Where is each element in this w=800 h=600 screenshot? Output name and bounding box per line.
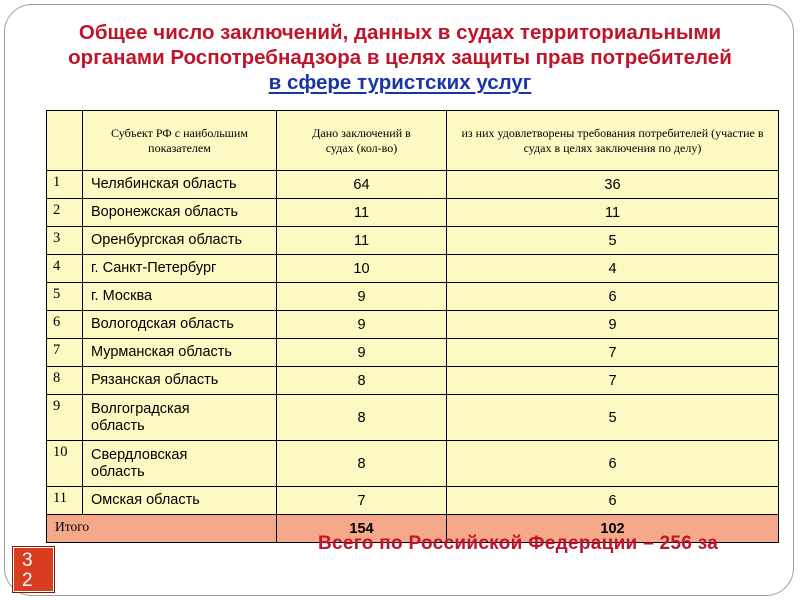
header-satisfied: из них удовлетворены требования потребителей (участие в судах в целях заключения по делу) (447, 111, 779, 171)
row-region: Воронежская область (83, 199, 277, 227)
table-row (47, 487, 779, 515)
row-given: 8 (277, 441, 447, 487)
row-region: Вологодская область (83, 311, 277, 339)
row-satisfied: 9 (447, 311, 779, 339)
row-number: 11 (47, 487, 83, 515)
table-row (47, 255, 779, 283)
title-line-2: органами Роспотребнадзора в целях защиты прав потребителей (68, 46, 732, 69)
title-line-1: Общее число заключений, данных в судах территориальными (78, 21, 722, 44)
row-region: Волгоградская область (83, 395, 277, 441)
header-region: Субъект РФ с наибольшим показателем (83, 111, 277, 171)
table-row (47, 283, 779, 311)
table-row (47, 171, 779, 199)
slide-title (20, 20, 780, 95)
row-given: 11 (277, 227, 447, 255)
total-given: 154 (277, 515, 447, 543)
row-number: 2 (47, 199, 83, 227)
row-satisfied: 7 (447, 339, 779, 367)
footer-total-russia: Всего по Российской Федерации – 256 за (318, 533, 719, 554)
table-row (47, 395, 779, 441)
row-satisfied: 6 (447, 487, 779, 515)
table-row (47, 441, 779, 487)
table-row (47, 367, 779, 395)
row-given: 9 (277, 339, 447, 367)
row-region: Мурманская область (83, 339, 277, 367)
page-number-badge: 32 (13, 547, 54, 592)
row-number: 9 (47, 395, 83, 441)
header-num (47, 111, 83, 171)
row-number: 10 (47, 441, 83, 487)
table-header-row (47, 111, 779, 171)
row-region: Рязанская область (83, 367, 277, 395)
row-given: 8 (277, 367, 447, 395)
total-satisfied: 102 (447, 515, 779, 543)
row-region: Челябинская область (83, 171, 277, 199)
row-given: 11 (277, 199, 447, 227)
row-region: г. Москва (83, 283, 277, 311)
row-satisfied: 5 (447, 227, 779, 255)
row-number: 3 (47, 227, 83, 255)
row-satisfied: 36 (447, 171, 779, 199)
row-given: 9 (277, 283, 447, 311)
row-number: 6 (47, 311, 83, 339)
row-number: 5 (47, 283, 83, 311)
row-given: 64 (277, 171, 447, 199)
total-label: Итого (47, 515, 277, 543)
row-satisfied: 4 (447, 255, 779, 283)
row-number: 1 (47, 171, 83, 199)
table-row (47, 311, 779, 339)
table-row (47, 227, 779, 255)
row-given: 8 (277, 395, 447, 441)
table-row (47, 199, 779, 227)
table-row (47, 339, 779, 367)
row-satisfied: 6 (447, 283, 779, 311)
row-number: 4 (47, 255, 83, 283)
data-table (46, 110, 779, 543)
header-given: Дано заключений в судах (кол-во) (277, 111, 447, 171)
row-number: 8 (47, 367, 83, 395)
row-region: Омская область (83, 487, 277, 515)
row-region: Свердловская область (83, 441, 277, 487)
row-given: 9 (277, 311, 447, 339)
row-region: г. Санкт-Петербург (83, 255, 277, 283)
row-given: 10 (277, 255, 447, 283)
row-satisfied: 11 (447, 199, 779, 227)
row-satisfied: 6 (447, 441, 779, 487)
row-given: 7 (277, 487, 447, 515)
row-satisfied: 5 (447, 395, 779, 441)
row-number: 7 (47, 339, 83, 367)
row-region: Оренбургская область (83, 227, 277, 255)
row-satisfied: 7 (447, 367, 779, 395)
title-subtitle: в сфере туристских услуг (268, 71, 532, 94)
